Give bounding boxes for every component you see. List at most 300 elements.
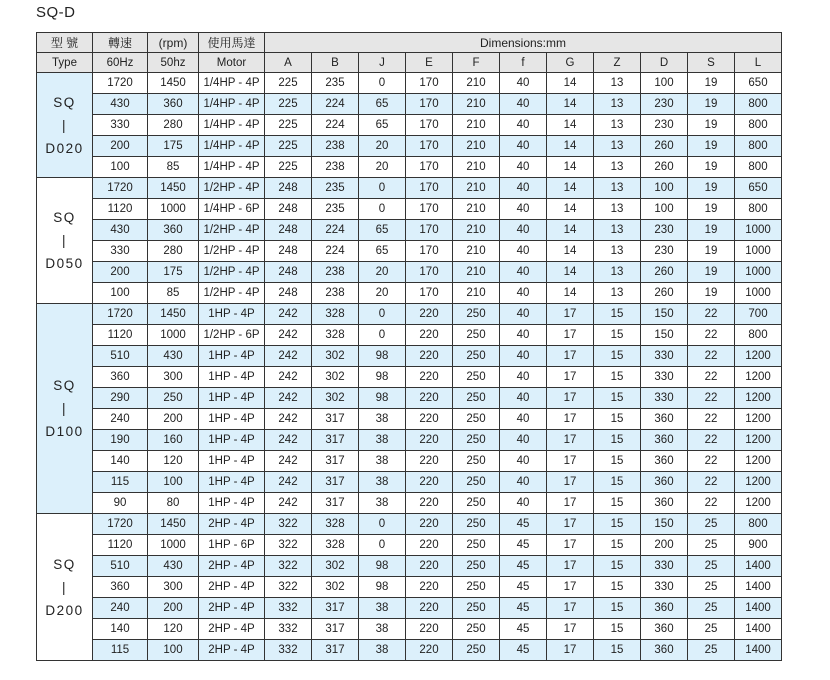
table-cell: 1120	[93, 535, 148, 556]
table-cell: 220	[406, 304, 453, 325]
table-cell: 14	[547, 157, 594, 178]
table-cell: 14	[547, 73, 594, 94]
table-row	[37, 199, 782, 220]
table-cell: 150	[641, 304, 688, 325]
table-cell: 220	[406, 577, 453, 598]
table-row	[37, 241, 782, 262]
table-cell: 332	[265, 598, 312, 619]
table-cell: 38	[359, 472, 406, 493]
table-cell: 170	[406, 73, 453, 94]
table-row	[37, 556, 782, 577]
table-cell: 90	[93, 493, 148, 514]
table-cell: 13	[594, 220, 641, 241]
table-cell: 115	[93, 472, 148, 493]
table-cell: 1120	[93, 199, 148, 220]
table-cell: 1000	[735, 262, 782, 283]
table-cell: 250	[148, 388, 199, 409]
table-cell: 242	[265, 409, 312, 430]
table-row	[37, 157, 782, 178]
model-cell	[37, 178, 93, 304]
table-cell: 1000	[148, 535, 199, 556]
table-cell: 238	[312, 262, 359, 283]
table-cell: 210	[453, 199, 500, 220]
table-cell: 170	[406, 157, 453, 178]
table-cell: 15	[594, 556, 641, 577]
table-cell: 170	[406, 94, 453, 115]
table-cell: 220	[406, 409, 453, 430]
table-cell: 17	[547, 325, 594, 346]
table-cell: 100	[93, 283, 148, 304]
table-cell: 250	[453, 451, 500, 472]
table-cell: 150	[641, 325, 688, 346]
table-cell: 19	[688, 199, 735, 220]
table-cell: 1400	[735, 640, 782, 661]
table-cell: 302	[312, 577, 359, 598]
table-cell: 330	[93, 241, 148, 262]
table-cell: 1200	[735, 493, 782, 514]
table-cell: 210	[453, 283, 500, 304]
table-cell: 800	[735, 325, 782, 346]
table-cell: 14	[547, 94, 594, 115]
table-cell: 260	[641, 262, 688, 283]
table-cell: 140	[93, 619, 148, 640]
header-cell: J	[359, 53, 406, 73]
page-title: SQ-D	[36, 4, 76, 21]
table-cell: 19	[688, 283, 735, 304]
table-cell: 2HP - 4P	[199, 556, 265, 577]
table-cell: 19	[688, 262, 735, 283]
table-cell: 65	[359, 94, 406, 115]
table-cell: 40	[500, 325, 547, 346]
table-cell: 280	[148, 241, 199, 262]
table-cell: 15	[594, 598, 641, 619]
table-cell: 220	[406, 325, 453, 346]
table-cell: 800	[735, 157, 782, 178]
table-cell: 317	[312, 451, 359, 472]
table-cell: 80	[148, 493, 199, 514]
table-cell: 17	[547, 472, 594, 493]
table-cell: 13	[594, 94, 641, 115]
table-cell: 19	[688, 136, 735, 157]
table-row	[37, 346, 782, 367]
table-cell: 238	[312, 136, 359, 157]
table-cell: 40	[500, 199, 547, 220]
table-cell: 1200	[735, 367, 782, 388]
table-row	[37, 115, 782, 136]
table-cell: 1450	[148, 73, 199, 94]
table-row	[37, 388, 782, 409]
header-cell: 60Hz	[93, 53, 148, 73]
table-cell: 328	[312, 304, 359, 325]
model-cell	[37, 514, 93, 661]
table-cell: 45	[500, 535, 547, 556]
table-cell: 22	[688, 346, 735, 367]
table-cell: 19	[688, 73, 735, 94]
table-cell: 45	[500, 640, 547, 661]
table-cell: 360	[641, 640, 688, 661]
table-cell: 650	[735, 73, 782, 94]
model-label: D020	[45, 140, 84, 156]
table-cell: 15	[594, 640, 641, 661]
table-cell: 25	[688, 598, 735, 619]
table-cell: 200	[641, 535, 688, 556]
table-cell: 1200	[735, 472, 782, 493]
table-cell: 317	[312, 619, 359, 640]
table-cell: 40	[500, 472, 547, 493]
header-cell: F	[453, 53, 500, 73]
table-cell: 22	[688, 472, 735, 493]
table-cell: 242	[265, 388, 312, 409]
table-cell: 260	[641, 157, 688, 178]
table-cell: 14	[547, 199, 594, 220]
table-cell: 170	[406, 220, 453, 241]
table-cell: 40	[500, 493, 547, 514]
table-cell: 19	[688, 115, 735, 136]
table-cell: 230	[641, 94, 688, 115]
table-cell: 25	[688, 577, 735, 598]
table-cell: 22	[688, 430, 735, 451]
table-cell: 430	[148, 556, 199, 577]
table-cell: 19	[688, 178, 735, 199]
table-cell: 100	[148, 640, 199, 661]
table-cell: 330	[641, 367, 688, 388]
table-cell: 40	[500, 220, 547, 241]
table-cell: 40	[500, 73, 547, 94]
table-cell: 150	[641, 514, 688, 535]
table-cell: 250	[453, 430, 500, 451]
table-cell: 45	[500, 514, 547, 535]
table-cell: 220	[406, 367, 453, 388]
table-cell: 17	[547, 619, 594, 640]
table-cell: 1/4HP - 4P	[199, 73, 265, 94]
table-cell: 360	[93, 577, 148, 598]
table-cell: 1200	[735, 346, 782, 367]
table-cell: 210	[453, 262, 500, 283]
table-cell: 1/2HP - 4P	[199, 178, 265, 199]
dimensions-table	[36, 32, 782, 661]
table-cell: 200	[93, 136, 148, 157]
table-cell: 220	[406, 346, 453, 367]
table-cell: 1450	[148, 514, 199, 535]
table-cell: 15	[594, 493, 641, 514]
table-cell: 13	[594, 115, 641, 136]
table-cell: 14	[547, 241, 594, 262]
table-cell: 235	[312, 73, 359, 94]
table-cell: 250	[453, 577, 500, 598]
table-cell: 120	[148, 619, 199, 640]
table-cell: 100	[148, 472, 199, 493]
table-cell: 1720	[93, 73, 148, 94]
table-cell: 302	[312, 556, 359, 577]
table-cell: 242	[265, 472, 312, 493]
table-cell: 40	[500, 157, 547, 178]
table-cell: 300	[148, 577, 199, 598]
table-cell: 322	[265, 514, 312, 535]
header-row-2	[37, 53, 782, 73]
table-cell: 302	[312, 346, 359, 367]
table-cell: 1200	[735, 451, 782, 472]
table-row	[37, 430, 782, 451]
table-cell: 17	[547, 514, 594, 535]
table-cell: 85	[148, 157, 199, 178]
table-cell: 170	[406, 199, 453, 220]
table-cell: 0	[359, 514, 406, 535]
table-cell: 1720	[93, 304, 148, 325]
table-cell: 1HP - 4P	[199, 451, 265, 472]
table-cell: 17	[547, 556, 594, 577]
table-cell: 1HP - 4P	[199, 346, 265, 367]
table-cell: 430	[148, 346, 199, 367]
table-cell: 1HP - 4P	[199, 388, 265, 409]
header-cell: Z	[594, 53, 641, 73]
table-row	[37, 619, 782, 640]
table-cell: 17	[547, 451, 594, 472]
table-cell: 20	[359, 157, 406, 178]
table-cell: 225	[265, 73, 312, 94]
table-cell: 25	[688, 619, 735, 640]
table-cell: 248	[265, 220, 312, 241]
table-row	[37, 136, 782, 157]
table-cell: 1000	[148, 199, 199, 220]
table-cell: 22	[688, 409, 735, 430]
model-label: SQ	[53, 94, 76, 110]
table-cell: 250	[453, 304, 500, 325]
table-cell: 140	[93, 451, 148, 472]
table-cell: 330	[93, 115, 148, 136]
table-row	[37, 178, 782, 199]
table-cell: 19	[688, 94, 735, 115]
table-cell: 248	[265, 178, 312, 199]
model-label: SQ	[53, 378, 76, 393]
table-cell: 220	[406, 451, 453, 472]
table-cell: 900	[735, 535, 782, 556]
table-cell: 98	[359, 556, 406, 577]
header-cell-dimensions: Dimensions:mm	[265, 33, 782, 53]
table-cell: 248	[265, 241, 312, 262]
table-cell: 1/2HP - 4P	[199, 283, 265, 304]
table-cell: 1400	[735, 577, 782, 598]
table-cell: 17	[547, 346, 594, 367]
table-cell: 224	[312, 241, 359, 262]
table-cell: 2HP - 4P	[199, 619, 265, 640]
table-cell: 13	[594, 262, 641, 283]
table-row	[37, 367, 782, 388]
table-cell: 38	[359, 493, 406, 514]
table-cell: 19	[688, 241, 735, 262]
table-cell: 170	[406, 115, 453, 136]
table-cell: 220	[406, 388, 453, 409]
table-cell: 260	[641, 283, 688, 304]
table-cell: 1HP - 6P	[199, 535, 265, 556]
table-cell: 1HP - 4P	[199, 304, 265, 325]
header-cell: 50hz	[148, 53, 199, 73]
table-cell: 15	[594, 346, 641, 367]
table-cell: 115	[93, 640, 148, 661]
table-cell: 1200	[735, 409, 782, 430]
table-cell: 210	[453, 157, 500, 178]
model-label: SQ	[53, 210, 76, 225]
table-row	[37, 472, 782, 493]
table-cell: 220	[406, 556, 453, 577]
table-cell: 98	[359, 388, 406, 409]
table-cell: 170	[406, 178, 453, 199]
model-label: |	[61, 117, 67, 133]
table-cell: 322	[265, 556, 312, 577]
model-label: D200	[45, 602, 84, 618]
table-cell: 17	[547, 640, 594, 661]
table-cell: 317	[312, 430, 359, 451]
table-cell: 22	[688, 388, 735, 409]
table-cell: 220	[406, 535, 453, 556]
table-cell: 510	[93, 346, 148, 367]
table-cell: 330	[641, 388, 688, 409]
table-cell: 40	[500, 283, 547, 304]
table-cell: 15	[594, 472, 641, 493]
header-cell: 型 號	[37, 33, 93, 53]
table-cell: 360	[641, 430, 688, 451]
table-row	[37, 409, 782, 430]
table-cell: 250	[453, 640, 500, 661]
header-cell: D	[641, 53, 688, 73]
table-cell: 38	[359, 640, 406, 661]
table-cell: 360	[641, 451, 688, 472]
table-cell: 15	[594, 514, 641, 535]
table-cell: 210	[453, 178, 500, 199]
table-row	[37, 73, 782, 94]
table-cell: 17	[547, 388, 594, 409]
table-cell: 250	[453, 367, 500, 388]
table-cell: 302	[312, 388, 359, 409]
table-cell: 220	[406, 493, 453, 514]
table-cell: 242	[265, 325, 312, 346]
table-cell: 250	[453, 325, 500, 346]
table-cell: 1000	[735, 241, 782, 262]
table-cell: 1HP - 4P	[199, 409, 265, 430]
table-cell: 280	[148, 115, 199, 136]
table-cell: 38	[359, 430, 406, 451]
table-cell: 85	[148, 283, 199, 304]
table-cell: 800	[735, 94, 782, 115]
table-cell: 14	[547, 115, 594, 136]
table-cell: 800	[735, 514, 782, 535]
table-cell: 45	[500, 556, 547, 577]
table-cell: 13	[594, 241, 641, 262]
table-cell: 25	[688, 514, 735, 535]
table-cell: 38	[359, 619, 406, 640]
table-cell: 210	[453, 94, 500, 115]
table-cell: 317	[312, 598, 359, 619]
table-cell: 0	[359, 73, 406, 94]
table-cell: 225	[265, 136, 312, 157]
table-cell: 22	[688, 493, 735, 514]
table-cell: 40	[500, 178, 547, 199]
table-cell: 17	[547, 409, 594, 430]
table-cell: 230	[641, 115, 688, 136]
model-label: D100	[45, 424, 84, 439]
table-cell: 242	[265, 367, 312, 388]
table-cell: 40	[500, 346, 547, 367]
table-cell: 65	[359, 241, 406, 262]
table-cell: 360	[641, 409, 688, 430]
model-label: SQ	[53, 556, 76, 572]
header-cell: L	[735, 53, 782, 73]
table-cell: 1200	[735, 430, 782, 451]
table-cell: 40	[500, 451, 547, 472]
table-cell: 17	[547, 535, 594, 556]
table-row	[37, 598, 782, 619]
table-cell: 1450	[148, 178, 199, 199]
table-row	[37, 262, 782, 283]
table-cell: 230	[641, 241, 688, 262]
table-cell: 317	[312, 493, 359, 514]
table-cell: 210	[453, 241, 500, 262]
table-cell: 250	[453, 514, 500, 535]
table-cell: 317	[312, 409, 359, 430]
table-cell: 13	[594, 283, 641, 304]
table-cell: 220	[406, 472, 453, 493]
table-cell: 240	[93, 598, 148, 619]
table-cell: 20	[359, 262, 406, 283]
table-cell: 210	[453, 73, 500, 94]
table-cell: 328	[312, 514, 359, 535]
table-row	[37, 220, 782, 241]
table-cell: 25	[688, 640, 735, 661]
table-cell: 1400	[735, 598, 782, 619]
table-cell: 1/4HP - 4P	[199, 157, 265, 178]
table-cell: 260	[641, 136, 688, 157]
table-cell: 190	[93, 430, 148, 451]
table-cell: 210	[453, 220, 500, 241]
table-cell: 40	[500, 304, 547, 325]
table-cell: 45	[500, 577, 547, 598]
table-cell: 250	[453, 619, 500, 640]
table-cell: 360	[641, 598, 688, 619]
model-cell	[37, 304, 93, 514]
table-cell: 0	[359, 325, 406, 346]
table-cell: 15	[594, 451, 641, 472]
table-cell: 45	[500, 619, 547, 640]
table-cell: 242	[265, 493, 312, 514]
table-cell: 250	[453, 346, 500, 367]
table-cell: 170	[406, 136, 453, 157]
table-cell: 224	[312, 220, 359, 241]
table-cell: 242	[265, 430, 312, 451]
table-cell: 1200	[735, 388, 782, 409]
table-cell: 15	[594, 388, 641, 409]
table-cell: 317	[312, 640, 359, 661]
table-cell: 1/4HP - 6P	[199, 199, 265, 220]
table-cell: 230	[641, 220, 688, 241]
table-cell: 700	[735, 304, 782, 325]
table-cell: 1400	[735, 619, 782, 640]
model-label: |	[61, 579, 67, 595]
table-cell: 360	[641, 619, 688, 640]
table-cell: 430	[93, 94, 148, 115]
header-cell: Type	[37, 53, 93, 73]
table-cell: 248	[265, 283, 312, 304]
table-row	[37, 640, 782, 661]
table-cell: 40	[500, 409, 547, 430]
table-cell: 175	[148, 136, 199, 157]
table-cell: 1120	[93, 325, 148, 346]
table-cell: 210	[453, 115, 500, 136]
table-cell: 250	[453, 388, 500, 409]
table-row	[37, 493, 782, 514]
table-cell: 14	[547, 136, 594, 157]
table-cell: 17	[547, 430, 594, 451]
table-cell: 322	[265, 577, 312, 598]
table-cell: 235	[312, 178, 359, 199]
